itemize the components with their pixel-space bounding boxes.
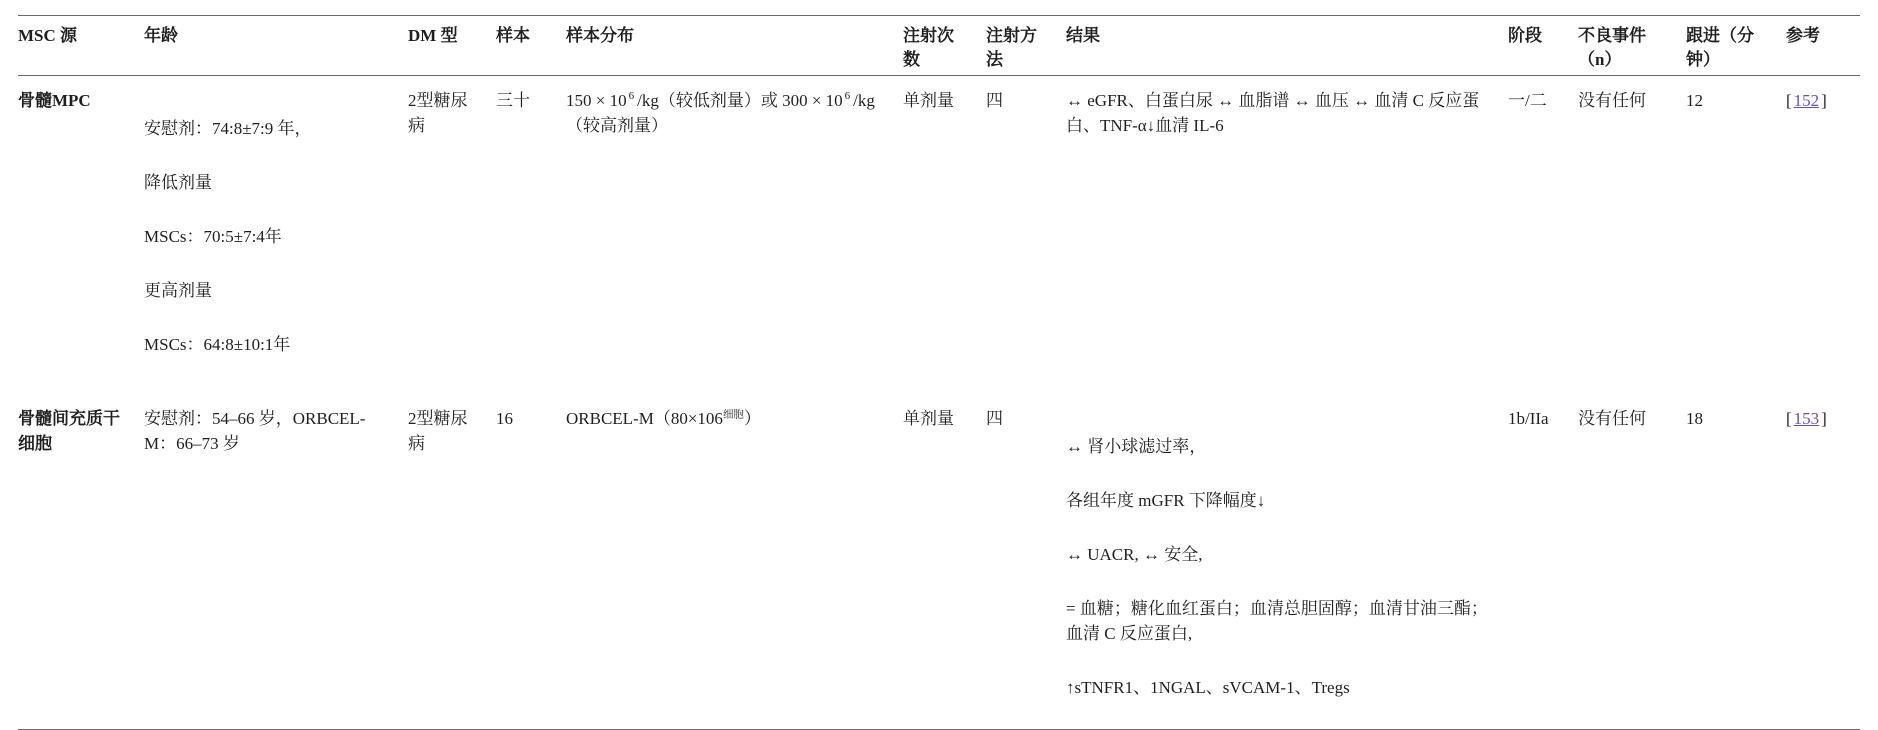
cell-msc-source: 骨髓间充质干细胞 <box>18 409 120 453</box>
result-line: ↑sTNFR1、1NGAL、sVCAM-1、Tregs <box>1066 678 1350 697</box>
cell-results <box>1066 386 1508 729</box>
clinical-table-container <box>18 15 1860 730</box>
cell-adverse-events: 没有任何 <box>1578 409 1646 428</box>
reference-text <box>1786 406 1844 431</box>
cell-sample-distribution <box>566 76 903 386</box>
col-header-phase: 阶段 <box>1508 16 1578 76</box>
table-row <box>18 386 1860 729</box>
sample-distribution-text <box>566 88 887 138</box>
result-line: ↔ eGFR、白蛋白尿 ↔ 血脂谱 ↔ 血压 ↔ 血清 C 反应蛋白、TNF-α↓血清 IL-6 <box>1066 91 1480 135</box>
cell-injection-count: 单剂量 <box>903 91 954 110</box>
cell-sample: 三十 <box>496 91 530 110</box>
reference-text <box>1786 88 1844 113</box>
cell-injection-method: 四 <box>986 91 1003 110</box>
superscript-exponent: 6 <box>628 90 635 103</box>
superscript-cells-label: 细胞 <box>722 409 744 421</box>
sample-distribution-text <box>566 406 887 431</box>
col-header-age: 年龄 <box>144 16 408 76</box>
col-header-sample-distribution: 样本分布 <box>566 16 903 76</box>
age-line: 安慰剂：54–66 岁，ORBCEL-M：66–73 岁 <box>144 409 366 453</box>
dose-text: /kg（较高剂量） <box>566 91 875 135</box>
result-line: ↔ 肾小球滤过率， <box>1066 437 1207 456</box>
reference-bracket-open: [ <box>1786 409 1792 428</box>
col-header-injection-count: 注射次数 <box>903 16 986 76</box>
header-row <box>18 16 1860 76</box>
cell-dm-type: 2型糖尿病 <box>408 91 468 135</box>
reference-bracket-close: ] <box>1821 91 1827 110</box>
table-row <box>18 76 1860 386</box>
cell-follow-up: 18 <box>1686 409 1703 428</box>
cell-sample-distribution <box>566 386 903 729</box>
age-line: 安慰剂：74:8±7:9 年， <box>144 119 312 138</box>
age-line: 降低剂量 <box>144 173 212 192</box>
cell-phase: 一/二 <box>1508 91 1547 110</box>
cell-follow-up: 12 <box>1686 91 1703 110</box>
result-line: = 血糖；糖化血红蛋白；血清总胆固醇；血清甘油三酯；血清 C 反应蛋白, <box>1066 599 1488 643</box>
reference-bracket-close: ] <box>1821 409 1827 428</box>
cell-adverse-events: 没有任何 <box>1578 91 1646 110</box>
cell-injection-count: 单剂量 <box>903 409 954 428</box>
cell-age <box>144 386 408 729</box>
dose-text: 150 × 10 <box>566 91 627 110</box>
cell-sample: 16 <box>496 409 513 428</box>
cell-injection-method: 四 <box>986 409 1003 428</box>
col-header-follow-up: 跟进（分钟） <box>1686 16 1786 76</box>
dose-text: ） <box>743 409 761 428</box>
dose-text: ORBCEL-M（80×106 <box>566 409 723 428</box>
col-header-injection-method: 注射方法 <box>986 16 1066 76</box>
cell-age <box>144 76 408 386</box>
cell-reference <box>1786 386 1860 729</box>
dose-text: /kg（较低剂量）或 300 × 10 <box>637 91 843 110</box>
col-header-dm-type: DM 型 <box>408 16 496 76</box>
col-header-msc-source: MSC 源 <box>18 16 144 76</box>
cell-phase: 1b/IIa <box>1508 409 1549 428</box>
cell-reference <box>1786 76 1860 386</box>
reference-link[interactable]: 153 <box>1793 409 1820 428</box>
age-line: MSCs：70:5±7:4年 <box>144 227 282 246</box>
cell-results <box>1066 76 1508 386</box>
cell-dm-type: 2型糖尿病 <box>408 409 468 453</box>
msc-clinical-trials-table <box>18 15 1860 730</box>
superscript-exponent: 6 <box>844 90 851 103</box>
col-header-sample: 样本 <box>496 16 566 76</box>
cell-msc-source: 骨髓MPC <box>18 91 91 110</box>
result-line: 各组年度 mGFR 下降幅度↓ <box>1066 491 1266 510</box>
col-header-results: 结果 <box>1066 16 1508 76</box>
result-line: ↔ UACR, ↔ 安全, <box>1066 545 1203 564</box>
col-header-adverse-events: 不良事件（n） <box>1578 16 1686 76</box>
age-line: 更高剂量 <box>144 281 212 300</box>
age-line: MSCs：64:8±10:1年 <box>144 335 291 354</box>
reference-link[interactable]: 152 <box>1793 91 1820 110</box>
col-header-reference: 参考 <box>1786 16 1860 76</box>
reference-bracket-open: [ <box>1786 91 1792 110</box>
